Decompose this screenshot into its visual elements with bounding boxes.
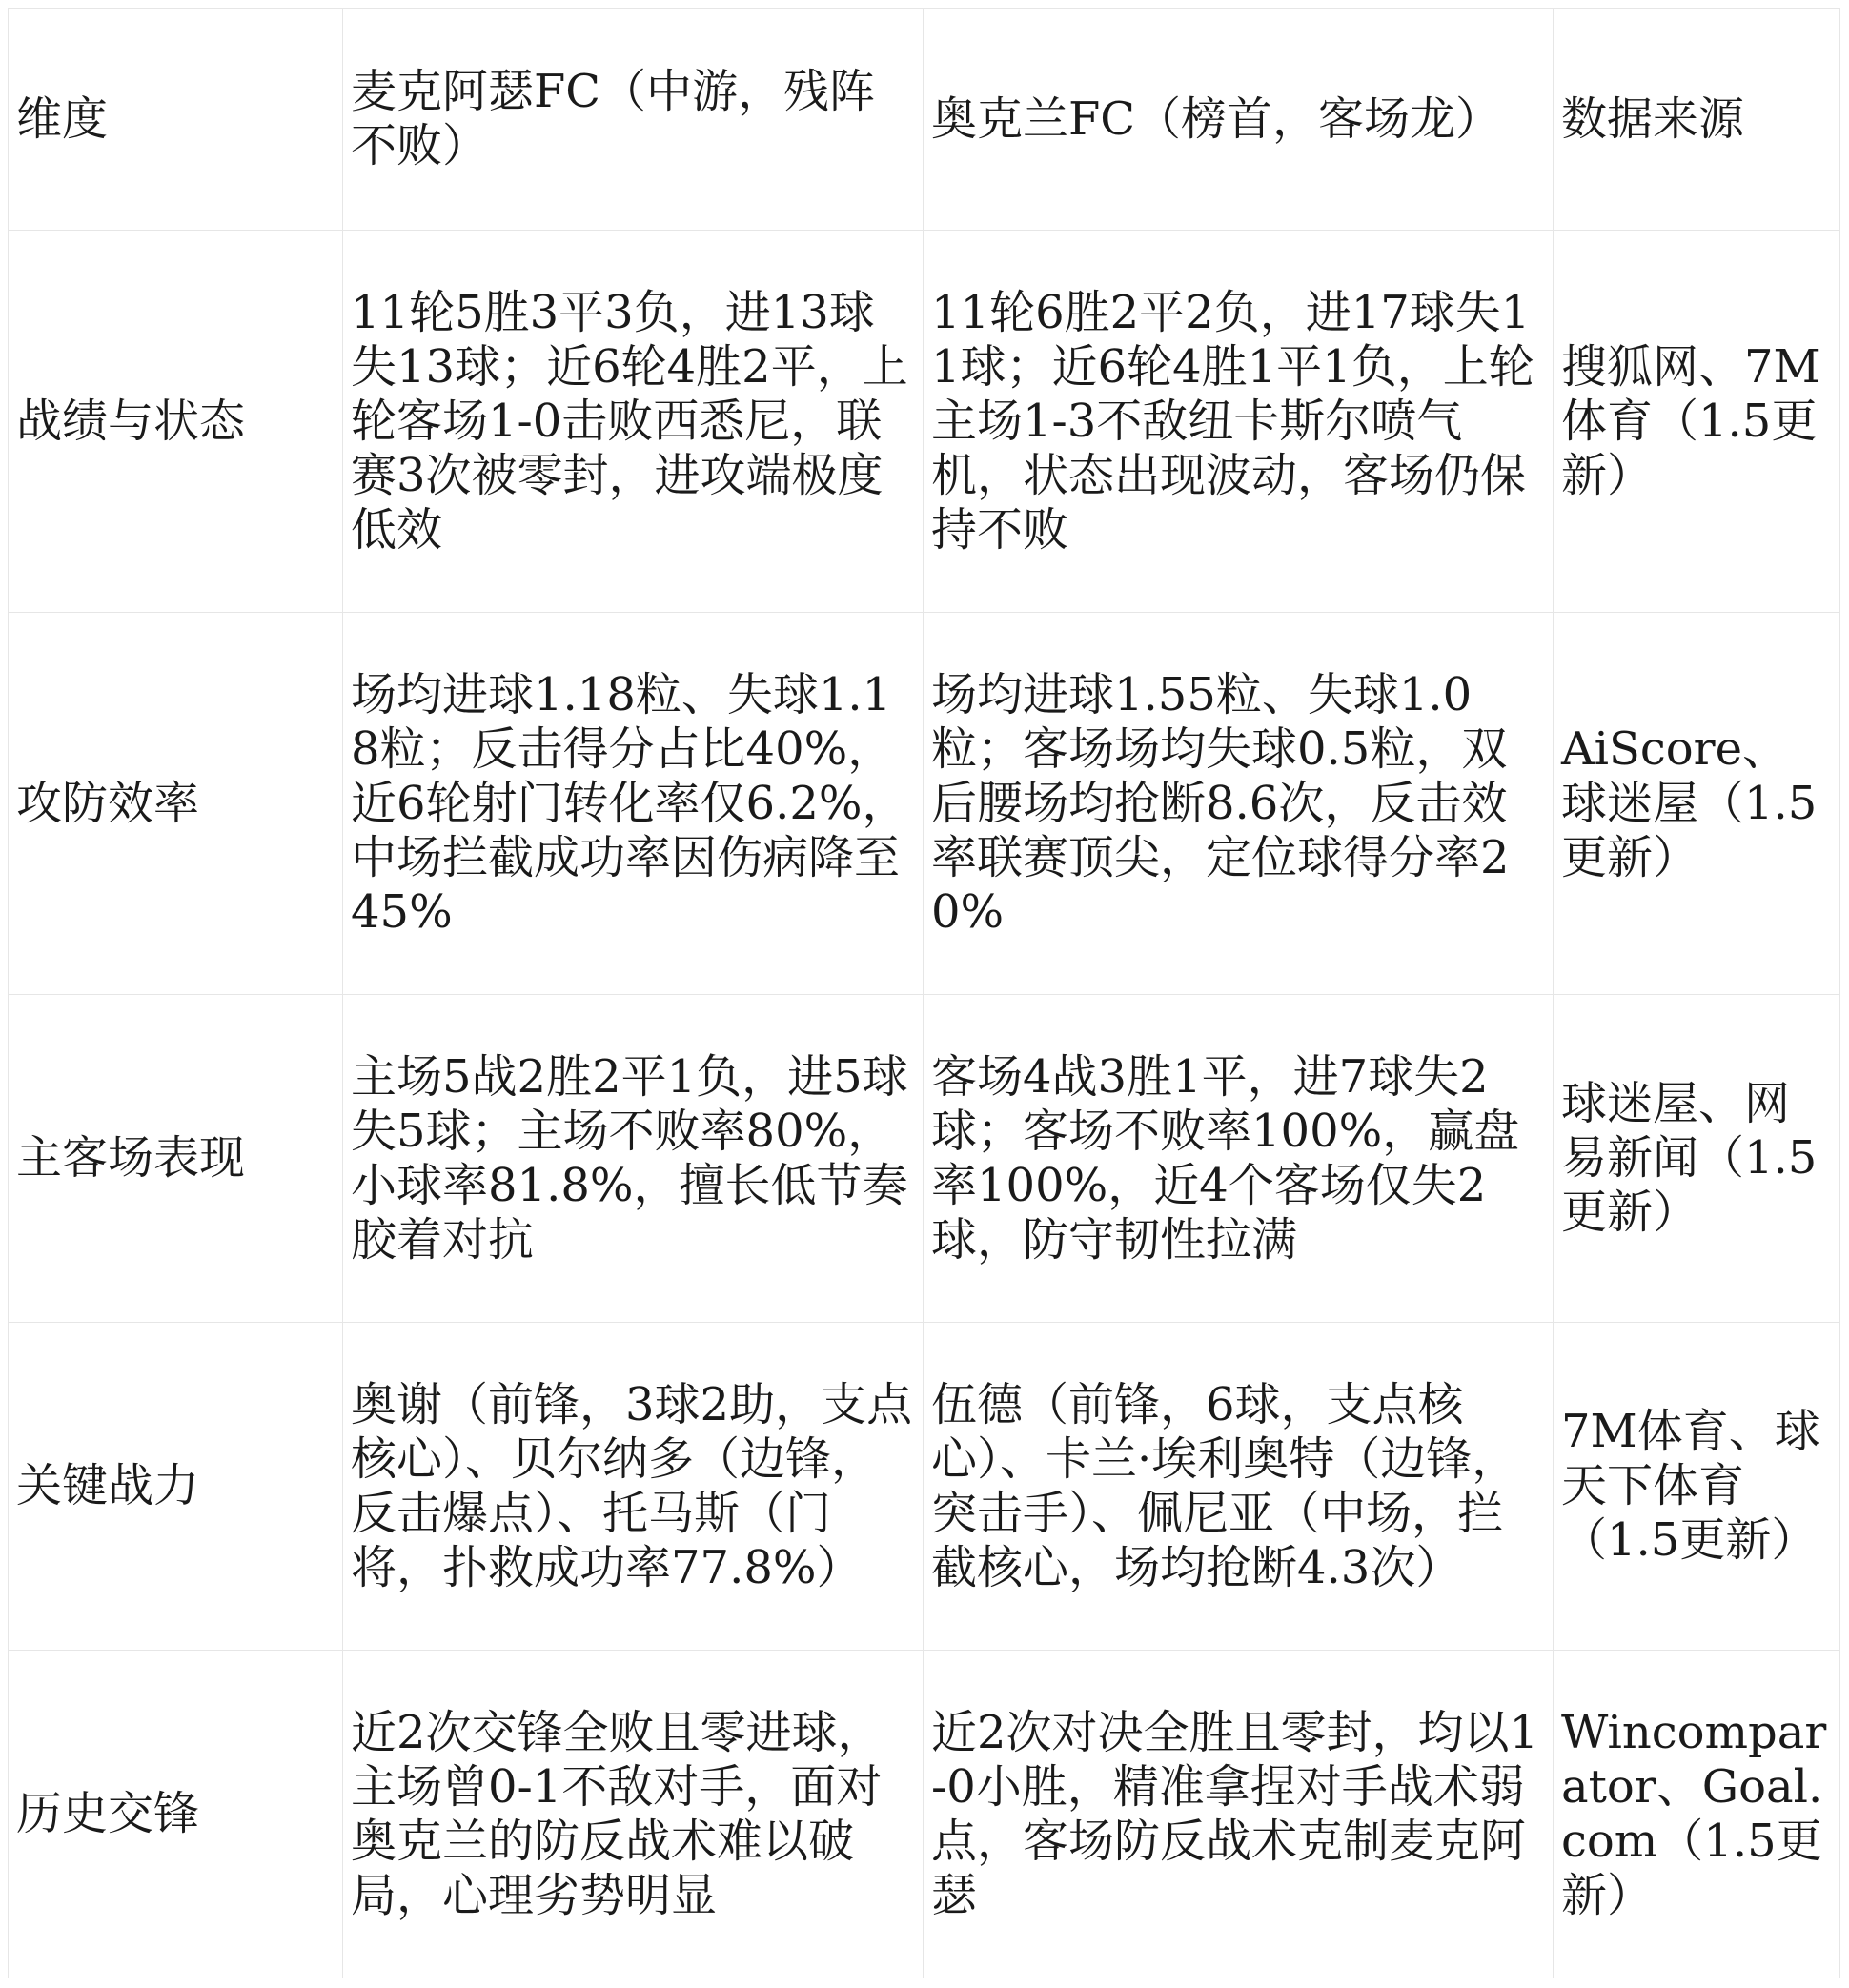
header-dimension: 维度: [9, 9, 343, 231]
header-macarthur: 麦克阿瑟FC（中游，残阵不败）: [343, 9, 924, 231]
table-header-row: [9, 9, 1840, 231]
cell-source: AiScore、球迷屋（1.5更新）: [1554, 613, 1840, 995]
table-row: [9, 613, 1840, 995]
cell-source: 搜狐网、7M体育（1.5更新）: [1554, 231, 1840, 613]
cell-auckland: 客场4战3胜1平，进7球失2球；客场不败率100%，赢盘率100%，近4个客场仅失2球，防守韧性拉满: [924, 995, 1554, 1323]
cell-auckland: 伍德（前锋，6球，支点核心）、卡兰·埃利奥特（边锋，突击手）、佩尼亚（中场，拦截核心，场均抢断4.3次）: [924, 1323, 1554, 1651]
cell-dimension: 战绩与状态: [9, 231, 343, 613]
cell-macarthur: 主场5战2胜2平1负，进5球失5球；主场不败率80%，小球率81.8%，擅长低节奏胶着对抗: [343, 995, 924, 1323]
cell-macarthur: 近2次交锋全败且零进球，主场曾0-1不敌对手，面对奥克兰的防反战术难以破局，心理劣势明显: [343, 1651, 924, 1978]
cell-source: 7M体育、球天下体育（1.5更新）: [1554, 1323, 1840, 1651]
cell-macarthur: 场均进球1.18粒、失球1.18粒；反击得分占比40%，近6轮射门转化率仅6.2%，中场拦截成功率因伤病降至45%: [343, 613, 924, 995]
cell-dimension: 历史交锋: [9, 1651, 343, 1978]
table-row: [9, 231, 1840, 613]
cell-source: Wincomparator、Goal.com（1.5更新）: [1554, 1651, 1840, 1978]
table-row: [9, 1323, 1840, 1651]
table-row: [9, 1651, 1840, 1978]
cell-macarthur: 奥谢（前锋，3球2助，支点核心）、贝尔纳多（边锋，反击爆点）、托马斯（门将，扑救成功率77.8%）: [343, 1323, 924, 1651]
cell-auckland: 场均进球1.55粒、失球1.0粒；客场场均失球0.5粒，双后腰场均抢断8.6次，反击效率联赛顶尖，定位球得分率20%: [924, 613, 1554, 995]
cell-macarthur: 11轮5胜3平3负，进13球失13球；近6轮4胜2平，上轮客场1-0击败西悉尼，联赛3次被零封，进攻端极度低效: [343, 231, 924, 613]
cell-auckland: 11轮6胜2平2负，进17球失11球；近6轮4胜1平1负，上轮主场1-3不敌纽卡斯尔喷气机，状态出现波动，客场仍保持不败: [924, 231, 1554, 613]
cell-source: 球迷屋、网易新闻（1.5更新）: [1554, 995, 1840, 1323]
comparison-table: [8, 8, 1840, 1978]
header-auckland: 奥克兰FC（榜首，客场龙）: [924, 9, 1554, 231]
cell-dimension: 攻防效率: [9, 613, 343, 995]
table-row: [9, 995, 1840, 1323]
cell-dimension: 关键战力: [9, 1323, 343, 1651]
header-source: 数据来源: [1554, 9, 1840, 231]
cell-auckland: 近2次对决全胜且零封，均以1-0小胜，精准拿捏对手战术弱点，客场防反战术克制麦克阿瑟: [924, 1651, 1554, 1978]
cell-dimension: 主客场表现: [9, 995, 343, 1323]
